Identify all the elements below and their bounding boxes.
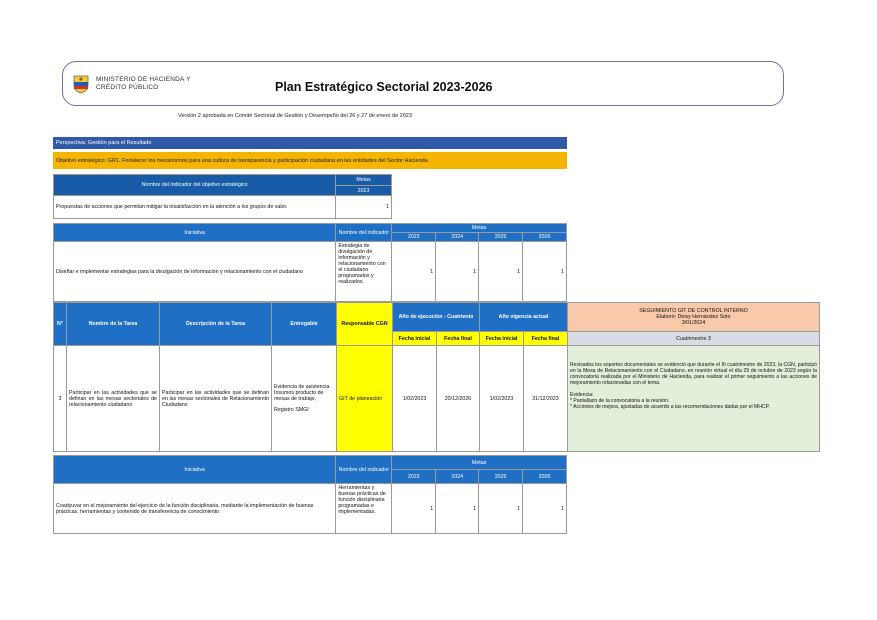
cuatrimestre-header: Cuatrimestre 3 xyxy=(568,332,820,346)
task-entregable xyxy=(272,346,337,452)
ejecucion-fecha-final: 20/12/2026 xyxy=(437,346,480,452)
iniciativa-header: Iniciativa xyxy=(54,456,336,484)
seguimiento-paragraph: Evidencia: xyxy=(570,392,594,398)
indicator-table xyxy=(53,174,392,219)
seguimiento-text xyxy=(568,346,820,452)
iniciativa-text: Diseñar e implementar estrategias para la divulgación de información y relacionamiento con el ciudadano xyxy=(54,242,336,302)
perspectiva-bar: Perspectiva: Gestión para el Resultado xyxy=(53,137,567,149)
nombre-indicador-header: Nombre del indicador xyxy=(336,456,392,484)
metas-header: Metas xyxy=(336,175,392,186)
fecha-final-header: Fecha final xyxy=(437,332,480,346)
table-row xyxy=(54,346,820,452)
task-name: Participar en las actividades que se definan en las mesas sectoriales de relacionamiento ciudadano xyxy=(67,346,160,452)
seguimiento-header xyxy=(568,303,820,332)
indicator-name: Propuestas de acciones que permitan mitigar la insatisfacción en la atención a los grupos de valor. xyxy=(54,196,336,219)
year-header: 2023 xyxy=(392,470,436,484)
ministry-line-1: MINISTERIO DE HACIENDA Y xyxy=(96,76,191,83)
indicator-col-header: Nombre del indicador del objetivo estratégico xyxy=(54,175,336,196)
ejecucion-fecha-inicial: 1/02/2023 xyxy=(393,346,437,452)
seguimiento-title: SEGUIMIENTO GIT DE CONTROL INTERNO xyxy=(639,308,748,314)
meta-value: 1 xyxy=(436,484,479,534)
year-header: 2023 xyxy=(336,186,392,196)
indicador-text: Estrategia de divulgación de información y relacionamiento con el ciudadano programados y realizados. xyxy=(336,242,392,302)
iniciativa-text: Coadyuvar en el mejoramiento del ejercicio de la función disciplinaria, mediante la implementación de buenas prácticas, herramientas y contenido de transferencia de conocimiento xyxy=(54,484,336,534)
year-header: 2025 xyxy=(479,233,523,242)
task-number: 3 xyxy=(54,346,67,452)
year-header: 2025 xyxy=(479,470,523,484)
iniciativa-header: Iniciativa xyxy=(54,224,336,242)
vigencia-fecha-final: 31/12/2023 xyxy=(524,346,568,452)
nombre-indicador-header: Nombre del indicador xyxy=(336,224,392,242)
col-responsable-header: Responsable CGN xyxy=(337,303,393,346)
page-title: Plan Estratégico Sectorial 2023-2026 xyxy=(275,80,493,94)
entregable-line: Insumos producto de mesas de trabajo, xyxy=(274,390,324,402)
version-note: Versión 2 aprobada en Comité Sectorial de Gestión y Desempeño del 26 y 27 de enero de 2023 xyxy=(178,113,412,119)
col-entregable-header: Entregable xyxy=(272,303,337,346)
coat-of-arms-icon xyxy=(70,73,92,95)
entregable-line: Evidencia de asistencia xyxy=(274,384,330,390)
fecha-final-header: Fecha final xyxy=(524,332,568,346)
seguimiento-author: Elaboró: Deisy Hernández Soto xyxy=(656,314,731,320)
year-header: 2026 xyxy=(523,233,567,242)
col-nombre-header: Nombre de la Tarea xyxy=(67,303,160,346)
col-descripcion-header: Descripción de la Tarea xyxy=(160,303,272,346)
seguimiento-paragraph: Revisados los soportes documentales se evidenció que durante el III cuatrimestre de 2023, la CGN, participó en la Mesa de Relacionamiento con el Ciudadano, en reunión virtual el día 25 de octubre de 2023 según la convocatoria realizada por el Ministerio de Hacienda, para realizar el primer seguimiento a las acciones de mejoramiento relacionadas con el tema. xyxy=(570,362,817,386)
col-vigencia-header: Año vigencia actual xyxy=(480,303,568,332)
meta-value: 1 xyxy=(392,242,436,302)
meta-value: 1 xyxy=(392,484,436,534)
meta-value: 1 xyxy=(479,242,523,302)
seguimiento-paragraph: * Acciones de mejora, ajustadas de acuerdo a las recomendaciones dadas por el MHCP. xyxy=(570,404,770,410)
seguimiento-date: 3/01/2024 xyxy=(681,320,706,326)
seguimiento-paragraph: * Pantallazo de la convocatoria a la reunión. xyxy=(570,398,670,404)
year-header: 2024 xyxy=(436,470,479,484)
indicador-text: Herramientas y buenas prácticas de función disciplinaria programadas e implementadas. xyxy=(336,484,392,534)
meta-value: 1 xyxy=(436,242,479,302)
meta-value: 1 xyxy=(479,484,523,534)
meta-value: 1 xyxy=(523,242,567,302)
meta-value: 1 xyxy=(523,484,567,534)
col-ejecucion-header: Año de ejecución - Cuatrienio xyxy=(393,303,480,332)
indicator-value: 1 xyxy=(336,196,392,219)
metas-header: Metas xyxy=(392,224,567,233)
ministry-name xyxy=(96,76,191,91)
objetivo-bar: Objetivo estratégico: GR1. Fortalecer los mecanismos para una cultura de transparencia y participación ciudadana en las entidades del Sector Hacienda xyxy=(53,152,567,169)
iniciativa-table-1 xyxy=(53,223,567,302)
task-responsable: GIT de planeación xyxy=(337,346,393,452)
vigencia-fecha-inicial: 1/02/2023 xyxy=(480,346,524,452)
entregable-line: Registro SMGI xyxy=(274,407,309,413)
fecha-inicial-header: Fecha inicial xyxy=(480,332,524,346)
task-table xyxy=(53,302,820,452)
task-description: Participar en las actividades que se definan en las mesas sectoriales de Relacionamiento Ciudadano xyxy=(160,346,272,452)
col-no-header: N° xyxy=(54,303,67,346)
ministry-line-2: CRÉDITO PÚBLICO xyxy=(96,83,159,91)
year-header: 2026 xyxy=(523,470,567,484)
year-header: 2023 xyxy=(392,233,436,242)
iniciativa-table-2 xyxy=(53,455,567,534)
year-header: 2024 xyxy=(436,233,479,242)
fecha-inicial-header: Fecha inicial xyxy=(393,332,437,346)
metas-header: Metas xyxy=(392,456,567,470)
